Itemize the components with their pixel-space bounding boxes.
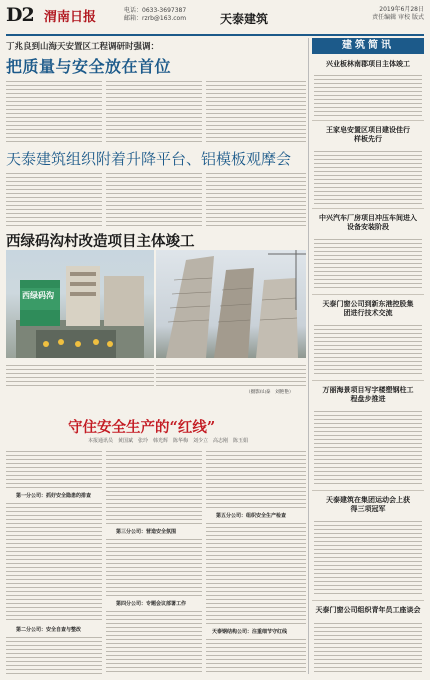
brief-text-2 [314, 148, 422, 204]
photo-credit: （摄影/山泰 刘艳艳） [246, 390, 294, 395]
brief-separator [312, 490, 424, 491]
brief-text-6 [314, 518, 422, 596]
photo-site-illustration [6, 250, 154, 358]
article2-col1 [6, 170, 102, 226]
brief-title-1: 兴业板林南郡项目主体竣工 [326, 60, 410, 68]
editor-line: 责任编辑 审校 版式 [372, 14, 424, 21]
article4-col3-c [206, 636, 306, 674]
section-title: 天泰建筑 [220, 12, 269, 26]
contact-email: 邮箱：rzrb@163.com [124, 15, 187, 22]
brief-text-3 [314, 236, 422, 290]
newspaper-brand: 渭南日报 [44, 10, 97, 25]
byline-red-line: 本报通讯员 黄国斌 张玲 韩光辉 陈华梅 刘少立 高志刚 陈玉娟 [88, 438, 249, 444]
headline-red-line: 守住安全生产的“红线” [68, 419, 216, 436]
headline-observation-meeting: 天泰建筑组织附着升降平台、铝模板观摩会 [6, 150, 292, 168]
header-rule [6, 34, 424, 36]
subhead-branch-3: 第三分公司：营造安全氛围 [116, 529, 177, 535]
article1-col1 [6, 78, 102, 142]
subhead-branch-2: 第二分公司：安全自查与整改 [16, 627, 82, 633]
headline-village-project: 西绿码沟村改造项目主体竣工 [6, 233, 195, 250]
subhead-branch-1: 第一分公司：抓好安全隐患的排查 [16, 493, 92, 499]
article1-col2 [106, 78, 202, 142]
article1-col3 [206, 78, 306, 142]
brief-text-1 [314, 72, 422, 116]
brief-text-4 [314, 322, 422, 376]
news-brief-column [312, 38, 424, 674]
issue-date [340, 6, 424, 22]
article4-col2-c [106, 608, 202, 674]
brief-title-4: 天泰门窗公司到新东港控股集团进行技术交流 [322, 300, 414, 317]
subhead-branch-5: 第五分公司：组织安全生产检查 [216, 513, 287, 519]
brief-separator [312, 120, 424, 121]
article4-col3-a [206, 448, 306, 508]
brief-title-2: 王家皂安置区项目建设佳行样板先行 [326, 126, 410, 143]
brief-separator [312, 600, 424, 601]
article3-text-right [156, 362, 306, 386]
brief-title-3: 中兴汽车厂房项目冲压车间进入设备安装阶段 [319, 214, 417, 231]
brief-title-5: 万丽海景项目写字楼塑钢柱工程盘步推进 [322, 386, 414, 403]
brief-separator [312, 380, 424, 381]
contact-info [124, 7, 186, 23]
news-brief-banner: 建筑简讯 [312, 38, 424, 54]
brief-separator [312, 294, 424, 295]
subhead-steel-company: 天泰钢结构公司：注重细节守红线 [212, 629, 288, 635]
article4-col1-c [6, 634, 102, 674]
photo-construction-site [6, 250, 154, 358]
article4-col3-b [206, 520, 306, 624]
brief-text-7 [314, 620, 422, 674]
subhead-branch-4: 第四分公司：专题会议部署工作 [116, 601, 187, 607]
photo-high-rise [156, 250, 306, 358]
brief-title-6: 天泰建筑在集团运动会上获得三项冠军 [326, 496, 410, 513]
page-number: D2 [6, 4, 34, 26]
main-column [6, 38, 306, 674]
article2-col2 [106, 170, 202, 226]
column-divider [308, 38, 309, 674]
brief-text-5 [314, 408, 422, 486]
issue-date-text: 2019年6月28日 [379, 6, 424, 13]
article4-col2-a [106, 448, 202, 524]
brief-separator [312, 208, 424, 209]
headline-quality-safety: 把质量与安全放在首位 [6, 57, 172, 76]
article4-col2-b [106, 536, 202, 596]
article3-text-left [6, 362, 154, 386]
site-sign-text: 西绿码沟 [22, 291, 54, 300]
masthead [6, 4, 424, 34]
contact-phone: 电话：0633-3697387 [124, 7, 187, 14]
article2-col3 [206, 170, 306, 226]
photo-tower-illustration [156, 250, 306, 358]
article4-col1-a [6, 448, 102, 488]
article4-col1-b [6, 500, 102, 620]
kicker-line: 丁兆良到山海天安置区工程调研时强调： [6, 42, 160, 52]
brief-title-7: 天泰门窗公司组织青年员工座谈会 [315, 606, 421, 614]
